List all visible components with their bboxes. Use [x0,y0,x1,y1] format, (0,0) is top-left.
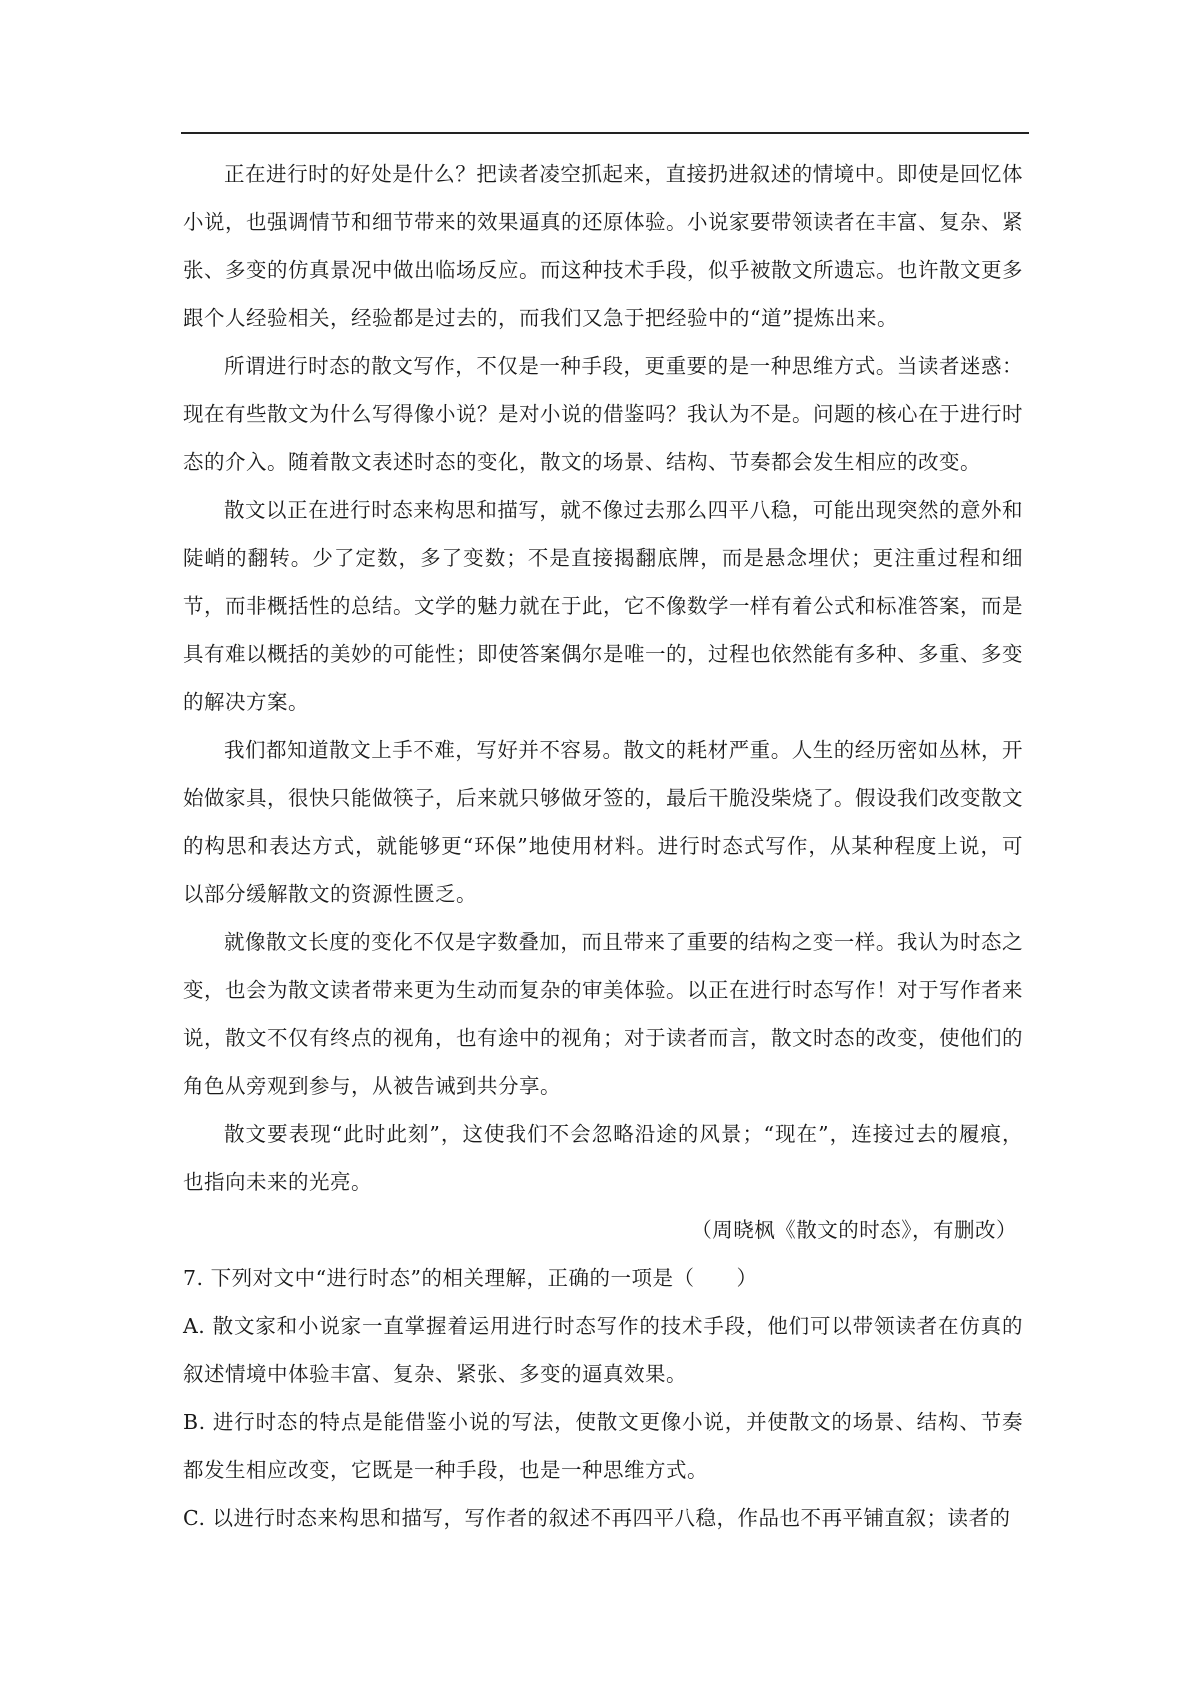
question-stem: 7. 下列对文中“进行时态”的相关理解，正确的一项是（ ） [183,1266,758,1290]
article-paragraph-5: 就像散文长度的变化不仅是字数叠加，而且带来了重要的结构之变一样。我认为时态之变，也会为散文读者带来更为生动而复杂的审美体验。以正在进行时态写作！对于写作者来说，散文不仅有终点的视角，也有途中的视角；对于读者而言，散文时态的改变，使他们的角色从旁观到参与，从被告诫到共分享。 [183,930,1023,1098]
article-paragraph-4: 我们都知道散文上手不难，写好并不容易。散文的耗材严重。人生的经历密如丛林，开始做家具，很快只能做筷子，后来就只够做牙签的，最后干脆没柴烧了。假设我们改变散文的构思和表达方式，就能够更“环保”地使用材料。进行时态式写作，从某种程度上说，可以部分缓解散文的资源性匮乏。 [183,738,1023,906]
question-option-b: B. 进行时态的特点是能借鉴小说的写法，使散文更像小说，并使散文的场景、结构、节奏都发生相应改变，它既是一种手段，也是一种思维方式。 [183,1410,1023,1482]
question-option-c: C. 以进行时态来构思和描写，写作者的叙述不再四平八稳，作品也不再平铺直叙；读者的 [183,1506,1011,1530]
header-rule [181,132,1029,134]
question-option-a: A. 散文家和小说家一直掌握着运用进行时态写作的技术手段，他们可以带领读者在仿真的叙述情境中体验丰富、复杂、紧张、多变的逼真效果。 [183,1314,1023,1386]
article-paragraph-2: 所谓进行时态的散文写作，不仅是一种手段，更重要的是一种思维方式。当读者迷惑：现在有些散文为什么写得像小说？是对小说的借鉴吗？我认为不是。问题的核心在于进行时态的介入。随着散文表述时态的变化，散文的场景、结构、节奏都会发生相应的改变。 [183,354,1023,474]
article-paragraph-1: 正在进行时的好处是什么？把读者凌空抓起来，直接扔进叙述的情境中。即使是回忆体小说，也强调情节和细节带来的效果逼真的还原体验。小说家要带领读者在丰富、复杂、紧张、多变的仿真景况中做出临场反应。而这种技术手段，似乎被散文所遗忘。也许散文更多跟个人经验相关，经验都是过去的，而我们又急于把经验中的“道”提炼出来。 [183,162,1023,330]
document-body [183,150,1023,1542]
article-paragraph-3: 散文以正在进行时态来构思和描写，就不像过去那么四平八稳，可能出现突然的意外和陡峭的翻转。少了定数，多了变数；不是直接揭翻底牌，而是悬念埋伏；更注重过程和细节，而非概括性的总结。文学的魅力就在于此，它不像数学一样有着公式和标准答案，而是具有难以概括的美妙的可能性；即使答案偶尔是唯一的，过程也依然能有多种、多重、多变的解决方案。 [183,498,1023,714]
article-paragraph-6: 散文要表现“此时此刻”，这使我们不会忽略沿途的风景；“现在”，连接过去的履痕，也指向未来的光亮。 [183,1122,1023,1194]
article-source: （周晓枫《散文的时态》，有删改） [691,1218,1017,1242]
